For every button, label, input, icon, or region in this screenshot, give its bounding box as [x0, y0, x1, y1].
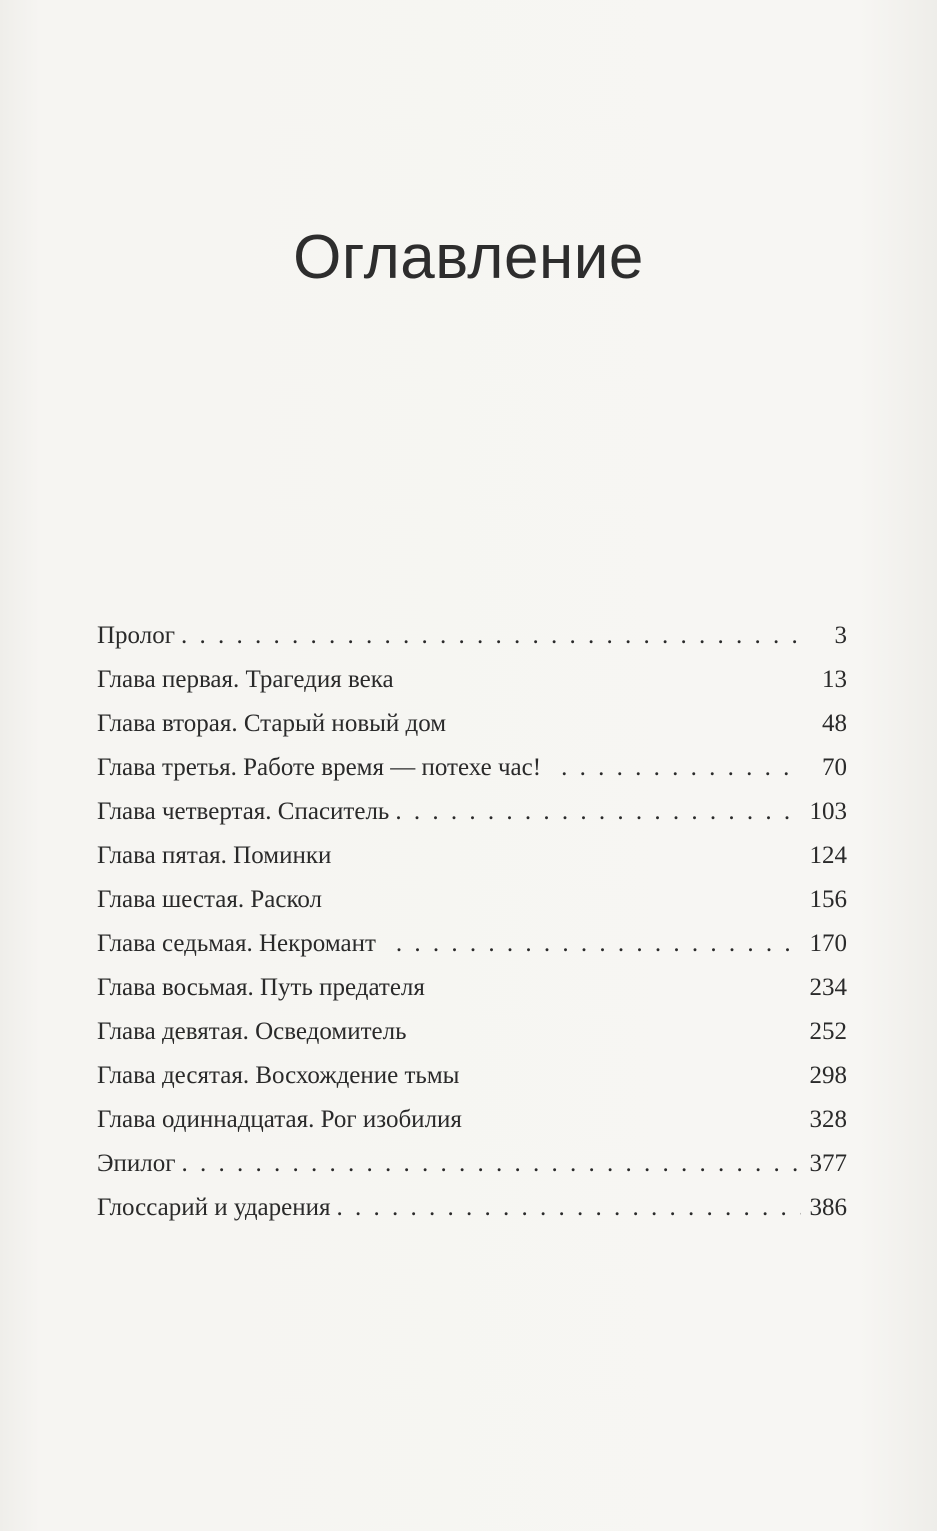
- toc-label: Глава одиннадцатая. Рог изобилия: [97, 1106, 462, 1133]
- toc-label: Пролог: [97, 622, 175, 649]
- toc-label: Глава первая. Трагедия века: [97, 666, 394, 693]
- toc-page-number: 252: [809, 1018, 847, 1045]
- toc-page-number: 70: [822, 754, 847, 781]
- toc-leader: [395, 790, 801, 834]
- toc-row: [97, 1010, 847, 1054]
- toc-row: [97, 1098, 847, 1142]
- toc-row: [97, 1142, 847, 1186]
- toc-label: Глоссарий и ударения: [97, 1194, 331, 1221]
- toc-label: Глава третья. Работе время — потехе час!: [97, 754, 542, 781]
- toc-label: Эпилог: [97, 1150, 176, 1177]
- toc-label: Глава четвертая. Спаситель: [97, 798, 390, 825]
- toc-row: [97, 966, 847, 1010]
- toc-page-number: 298: [809, 1062, 847, 1089]
- toc-row: [97, 614, 847, 658]
- toc-row: [97, 702, 847, 746]
- toc-label: Глава пятая. Поминки: [97, 842, 332, 869]
- toc-row: [97, 658, 847, 702]
- toc-leader: [337, 1186, 802, 1230]
- toc-leader: [181, 614, 801, 658]
- toc-row: [97, 878, 847, 922]
- toc-label: Глава седьмая. Некромант: [97, 930, 376, 957]
- toc-label: Глава шестая. Раскол: [97, 886, 322, 913]
- toc-page-number: 13: [822, 666, 847, 693]
- toc-row: [97, 790, 847, 834]
- toc-leader: [182, 1142, 802, 1186]
- toc-row: [97, 834, 847, 878]
- toc-label: Глава девятая. Осведомитель: [97, 1018, 407, 1045]
- toc-page-number: 377: [809, 1150, 847, 1177]
- toc-page-number: 3: [834, 622, 847, 649]
- toc-page-number: 48: [822, 710, 847, 737]
- toc-label: Глава вторая. Старый новый дом: [97, 710, 447, 737]
- toc-page-number: 124: [809, 842, 847, 869]
- toc-row: [97, 1054, 847, 1098]
- toc-row: [97, 1186, 847, 1230]
- page-title: Оглавление: [293, 223, 644, 292]
- toc-label: Глава десятая. Восхождение тьмы: [97, 1062, 460, 1089]
- toc-label: Глава восьмая. Путь предателя: [97, 974, 425, 1001]
- toc-page-number: 234: [809, 974, 847, 1001]
- toc-row: [97, 922, 847, 966]
- toc-page-number: 103: [809, 798, 847, 825]
- toc-page-number: 170: [809, 930, 847, 957]
- toc-page-number: 328: [809, 1106, 847, 1133]
- toc-leader: [396, 922, 801, 966]
- toc-leader: [561, 746, 801, 790]
- toc-page-number: 156: [809, 886, 847, 913]
- table-of-contents: [97, 614, 847, 1230]
- toc-page-number: 386: [809, 1194, 847, 1221]
- toc-row: [97, 746, 847, 790]
